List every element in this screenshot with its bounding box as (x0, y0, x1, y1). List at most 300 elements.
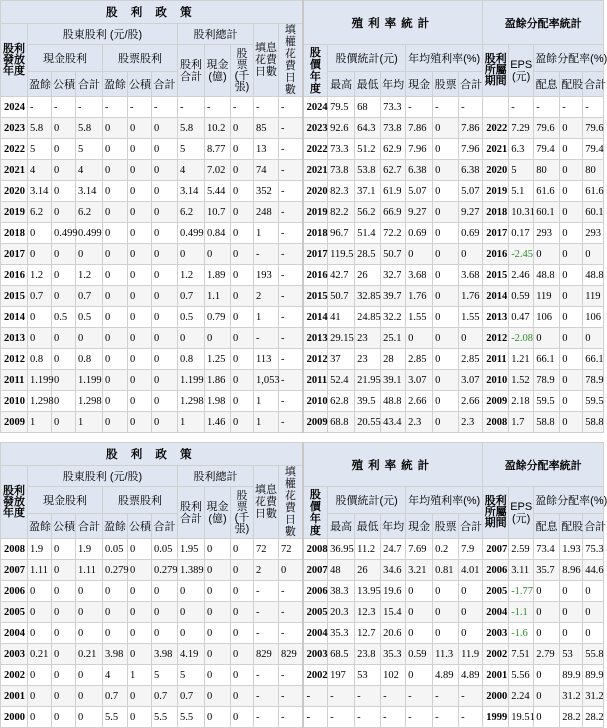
table-row (1, 202, 604, 223)
table-cell: 1.7 (509, 412, 534, 433)
payout-stats-title: 盈餘分配率統計 (483, 1, 604, 45)
table-cell: 0 (231, 118, 254, 139)
table-cell: 2005 (1, 602, 28, 623)
table-cell: 0 (128, 202, 152, 223)
table-cell: 0 (279, 560, 303, 581)
table-cell: 68 (355, 97, 381, 118)
table-cell: 0 (152, 118, 178, 139)
table-cell: - (433, 686, 459, 707)
cash-dividend-header: 現金股利 (28, 45, 103, 72)
table-cell: 0 (76, 244, 103, 265)
table-cell: 2009 (1, 412, 28, 433)
dividend-total-header: 股利合計 (178, 45, 205, 97)
table-cell: 0 (128, 160, 152, 181)
table-cell: 248 (254, 202, 279, 223)
table-cell: 0 (128, 602, 152, 623)
table-cell: 6.2 (178, 202, 205, 223)
table-cell: 0 (103, 370, 128, 391)
table-cell: - (279, 286, 303, 307)
policy-title-2: 股 利 政 策 (1, 443, 303, 466)
table-cell: 2013 (483, 307, 509, 328)
table-cell: 4 (76, 160, 103, 181)
table-cell: 53 (560, 644, 583, 665)
table-cell: 1.298 (76, 391, 103, 412)
table-cell: 2 (254, 286, 279, 307)
table-cell: 0 (231, 581, 254, 602)
table-cell: 0.7 (152, 686, 178, 707)
table-cell: 39.7 (381, 286, 406, 307)
table-cell: 2024 (303, 97, 328, 118)
table-cell: 48.8 (381, 391, 406, 412)
table-cell: 2023 (1, 118, 28, 139)
table-cell: 0 (152, 307, 178, 328)
stock-subtotal-header-2: 合計 (152, 513, 178, 538)
table-cell: 0 (205, 707, 231, 728)
table-cell: 0 (560, 370, 583, 391)
table-cell: 0 (76, 686, 103, 707)
table-cell: 3.14 (28, 181, 52, 202)
table-cell: 53.8 (355, 160, 381, 181)
table-cell: 1.199 (28, 370, 52, 391)
table-cell: 0 (152, 244, 178, 265)
table-row (1, 97, 604, 118)
table-cell: 73.4 (534, 539, 560, 560)
stock-total-header-2 (231, 487, 254, 539)
table-cell: 1 (76, 412, 103, 433)
table-cell: - (433, 97, 459, 118)
table-header-bottom (1, 443, 607, 539)
price-year-header-2: 股價年度 (303, 487, 328, 539)
table-cell: 0 (231, 539, 254, 560)
yield-stock-header-2: 股票 (433, 513, 459, 538)
table-cell: 0 (433, 391, 459, 412)
table-cell: 0 (205, 644, 231, 665)
total-dividend-header-2: 股利總計 (178, 466, 254, 487)
table-cell: 0 (52, 539, 76, 560)
table-header-top (1, 1, 607, 97)
table-cell: 2024 (1, 97, 28, 118)
table-cell: 2006 (483, 560, 509, 581)
table-cell: 0 (433, 139, 459, 160)
table-cell: 7.02 (205, 160, 231, 181)
table-cell: 0 (560, 118, 583, 139)
fill-right-days-header: 填權花費日數 (279, 24, 303, 97)
table-cell: 0 (205, 602, 231, 623)
table-cell: 66.9 (381, 202, 406, 223)
table-cell: 0 (103, 412, 128, 433)
table-cell: 21.95 (355, 370, 381, 391)
table-cell: 0 (560, 202, 583, 223)
table-cell: 82.2 (328, 202, 355, 223)
table-cell: 3.98 (103, 644, 128, 665)
table-cell: 0 (560, 244, 583, 265)
table-cell: - (279, 202, 303, 223)
table-cell: 6.38 (406, 160, 433, 181)
table-cell: 0 (231, 391, 254, 412)
table-cell: 31.2 (560, 686, 583, 707)
high-header-2: 最高 (328, 513, 355, 538)
cash-total-header: 現金(億) (205, 45, 231, 97)
table-cell: 0.21 (76, 644, 103, 665)
table-cell: 1 (178, 412, 205, 433)
alloc-total-header: 合計 (583, 71, 604, 96)
table-cell: 106 (583, 307, 604, 328)
table-cell: 89.9 (583, 665, 604, 686)
table-cell: 0 (433, 412, 459, 433)
table-cell: 2015 (483, 265, 509, 286)
table-cell: 0.69 (406, 223, 433, 244)
table-cell: 1.11 (28, 560, 52, 581)
table-cell: 0.79 (205, 307, 231, 328)
table-cell: 24.7 (381, 539, 406, 560)
table-cell: 5 (76, 139, 103, 160)
table-cell: 0 (560, 602, 583, 623)
table-cell: 62.9 (381, 139, 406, 160)
table-cell: 2018 (483, 202, 509, 223)
stock-reserve-header: 公積 (128, 71, 152, 96)
table-cell: 0 (560, 181, 583, 202)
table-cell: 0 (231, 202, 254, 223)
table-cell: 55.8 (583, 644, 604, 665)
table-cell: 10.7 (205, 202, 231, 223)
table-cell: 35.7 (534, 560, 560, 581)
table-cell: 0 (128, 623, 152, 644)
table-cell: 0 (152, 286, 178, 307)
table-cell: 0 (152, 370, 178, 391)
table-cell: 2019 (303, 202, 328, 223)
table-cell: 11.9 (459, 644, 483, 665)
table-cell: 1.46 (205, 412, 231, 433)
table-cell: 0 (231, 560, 254, 581)
table-cell: 0 (178, 328, 205, 349)
table-cell: 2016 (303, 265, 328, 286)
table-cell: 0 (560, 307, 583, 328)
table-cell: 61.9 (381, 181, 406, 202)
table-cell: 37.1 (355, 181, 381, 202)
table-cell: 829 (254, 644, 279, 665)
table-cell: 6.38 (459, 160, 483, 181)
stock-surplus-header-2: 盈餘 (103, 513, 128, 538)
table-cell: 0 (560, 286, 583, 307)
table-cell: 0 (433, 202, 459, 223)
table-cell: - (279, 602, 303, 623)
table-cell: 6.2 (28, 202, 52, 223)
table-cell: - (279, 307, 303, 328)
table-cell: - (328, 707, 355, 728)
table-cell: 2015 (1, 286, 28, 307)
table-cell: 0 (103, 202, 128, 223)
table-cell: 50.7 (381, 244, 406, 265)
table-cell: 0 (128, 707, 152, 728)
payout-rate-header-2: 盈餘分配率(%) (534, 487, 604, 514)
table-cell: 9.27 (459, 202, 483, 223)
table-cell: 2006 (303, 581, 328, 602)
table-cell: - (279, 412, 303, 433)
table-cell: - (406, 97, 433, 118)
table-cell: 2007 (303, 560, 328, 581)
table-cell: 5.07 (459, 181, 483, 202)
table-cell: 66.1 (583, 349, 604, 370)
table-cell: - (254, 686, 279, 707)
table-cell: 0 (128, 223, 152, 244)
table-cell: 119 (583, 286, 604, 307)
table-cell: 0 (128, 560, 152, 581)
table-cell: 0 (231, 349, 254, 370)
table-cell: 58.8 (534, 412, 560, 433)
table-row (1, 370, 604, 391)
table-cell: 0 (128, 370, 152, 391)
table-cell: - (509, 97, 534, 118)
table-cell: 0 (152, 412, 178, 433)
table-cell: 0 (52, 265, 76, 286)
table-cell: 2009 (483, 391, 509, 412)
table-cell: 0 (103, 602, 128, 623)
table-cell: 2004 (483, 602, 509, 623)
table-cell: 2013 (303, 328, 328, 349)
table-cell: 0 (534, 623, 560, 644)
table-cell: 1.1 (205, 286, 231, 307)
table-cell: 0 (433, 602, 459, 623)
table-cell: 0 (76, 665, 103, 686)
table-cell: 60.1 (583, 202, 604, 223)
eps-header-2 (509, 487, 534, 539)
table-cell: - (406, 707, 433, 728)
table-cell: 0 (103, 223, 128, 244)
profit-period-header-2: 股利所屬期間 (483, 487, 509, 539)
table-cell: - (254, 244, 279, 265)
table-cell: 23 (355, 349, 381, 370)
table-cell: 2.3 (459, 412, 483, 433)
table-cell: 0 (205, 328, 231, 349)
table-cell: - (279, 328, 303, 349)
table-cell: 4 (28, 160, 52, 181)
table-cell: 73.3 (328, 139, 355, 160)
table-row (1, 328, 604, 349)
table-cell: 0 (128, 265, 152, 286)
stock-total-unit-2: (千張) (234, 511, 250, 535)
table-row (1, 307, 604, 328)
table-cell: - (254, 665, 279, 686)
table-cell: 66.1 (534, 349, 560, 370)
table-cell: - (328, 686, 355, 707)
table-cell: 2017 (303, 244, 328, 265)
table-cell: 51.4 (355, 223, 381, 244)
table-cell: 0 (103, 181, 128, 202)
table-cell: 75.3 (583, 539, 604, 560)
table-cell: 68.5 (328, 644, 355, 665)
table-cell: 2012 (1, 349, 28, 370)
table-cell: 41 (328, 307, 355, 328)
table-cell: -2.45 (509, 244, 534, 265)
table-cell: 0 (231, 160, 254, 181)
eps-unit-2: (元) (512, 512, 531, 525)
table-cell: 0 (433, 118, 459, 139)
eps-header (509, 45, 534, 97)
table-cell: 12.3 (355, 602, 381, 623)
table-cell: 31.2 (583, 686, 604, 707)
table-cell: 61.6 (534, 181, 560, 202)
table-cell: 2003 (1, 644, 28, 665)
table-cell: 1.199 (76, 370, 103, 391)
table-cell: 0 (103, 118, 128, 139)
table-cell: 37 (328, 349, 355, 370)
table-cell: 4 (178, 160, 205, 181)
table-cell: - (560, 97, 583, 118)
table-cell: 7.86 (406, 118, 433, 139)
table-cell: 2018 (1, 223, 28, 244)
table-cell: - (433, 707, 459, 728)
table-cell: 2012 (483, 328, 509, 349)
table-cell: 0 (52, 686, 76, 707)
table-cell: 0 (560, 160, 583, 181)
table-cell: 0 (128, 244, 152, 265)
table-cell: 1.298 (28, 391, 52, 412)
table-cell: 8.77 (205, 139, 231, 160)
table-cell: 0.81 (433, 560, 459, 581)
table-cell: 0 (433, 328, 459, 349)
table-cell: 2019 (483, 181, 509, 202)
table-cell: 0 (52, 328, 76, 349)
yield-total-header-2: 合計 (459, 513, 483, 538)
table-cell: 80 (534, 160, 560, 181)
table-cell: 0 (103, 265, 128, 286)
table-cell: - (279, 665, 303, 686)
table-cell: 0 (205, 560, 231, 581)
dividend-year-header: 股利發放年度 (1, 24, 28, 97)
table-row (1, 665, 604, 686)
table-cell: 0 (152, 391, 178, 412)
table-cell: 2.3 (406, 412, 433, 433)
table-cell: 0 (152, 160, 178, 181)
table-cell: 78.9 (534, 370, 560, 391)
table-cell: 1.2 (76, 265, 103, 286)
table-row (1, 118, 604, 139)
table-cell: - (381, 686, 406, 707)
table-cell: 25.1 (381, 328, 406, 349)
stock-dividend-header: 股票股利 (103, 45, 178, 72)
table-cell: 7.29 (509, 118, 534, 139)
table-cell: 2009 (303, 412, 328, 433)
table-cell: 80 (583, 160, 604, 181)
table-cell: 61.6 (583, 181, 604, 202)
table-cell: 62.7 (381, 160, 406, 181)
table-cell: 0 (152, 181, 178, 202)
table-cell: - (279, 370, 303, 391)
table-cell: 0 (459, 602, 483, 623)
table-row (1, 160, 604, 181)
table-cell: 73.8 (381, 118, 406, 139)
table-cell: - (279, 97, 303, 118)
table-cell: 0 (231, 370, 254, 391)
table-cell: 3.68 (459, 265, 483, 286)
table-cell: 6.2 (76, 202, 103, 223)
table-cell: 0 (231, 286, 254, 307)
table-cell: 5 (178, 139, 205, 160)
table-cell: - (406, 686, 433, 707)
table-cell: 59.5 (583, 391, 604, 412)
table-cell: 2017 (1, 244, 28, 265)
table-cell: 60.1 (534, 202, 560, 223)
table-cell: 0 (76, 707, 103, 728)
table-cell: 0.2 (433, 539, 459, 560)
table-row (1, 581, 604, 602)
table-cell: 0 (52, 560, 76, 581)
table-cell: 2000 (1, 707, 28, 728)
table-cell: 0 (52, 370, 76, 391)
cash-dividend-header-2: 現金股利 (28, 487, 103, 514)
table-cell: 0.7 (178, 686, 205, 707)
table-cell: 0 (28, 328, 52, 349)
table-cell: 0 (128, 118, 152, 139)
table-cell: 0 (560, 265, 583, 286)
table-cell: 0 (433, 623, 459, 644)
table-cell: 34.6 (381, 560, 406, 581)
table-cell: 0 (103, 244, 128, 265)
table-cell: 2013 (1, 328, 28, 349)
table-cell: 0 (583, 623, 604, 644)
table-cell: 5.44 (205, 181, 231, 202)
table-cell: 0.69 (459, 223, 483, 244)
table-row (1, 602, 604, 623)
table-cell: - (279, 265, 303, 286)
table-row (1, 560, 604, 581)
table-cell: 0 (459, 244, 483, 265)
table-row (1, 244, 604, 265)
table-cell: 0 (534, 665, 560, 686)
table-cell: 0 (103, 286, 128, 307)
table-row (1, 181, 604, 202)
table-row (1, 644, 604, 665)
avg-header: 年均 (381, 71, 406, 96)
table-cell: 0 (560, 349, 583, 370)
table-cell: 2002 (483, 644, 509, 665)
yield-cash-header-2: 現金 (406, 513, 433, 538)
table-cell: 58.8 (583, 412, 604, 433)
table-cell: - (459, 686, 483, 707)
table-cell: 0.84 (205, 223, 231, 244)
table-cell: 0 (128, 307, 152, 328)
table-cell: - (254, 97, 279, 118)
table-cell: 1.55 (406, 307, 433, 328)
table-cell: - (355, 686, 381, 707)
table-cell: 0 (583, 244, 604, 265)
table-cell: 48.8 (583, 265, 604, 286)
stock-reserve-header-2: 公積 (128, 513, 152, 538)
table-cell: 0 (231, 139, 254, 160)
table-cell: - (205, 97, 231, 118)
dividend-per-share-header: 股東股利 (元/股) (28, 24, 178, 45)
table-cell: 2014 (483, 286, 509, 307)
table-cell: 0.8 (28, 349, 52, 370)
table-cell: 0 (231, 707, 254, 728)
table-cell: 2007 (1, 560, 28, 581)
table-cell: 7.86 (459, 118, 483, 139)
table-cell: 1.52 (509, 370, 534, 391)
table-cell: 0 (231, 665, 254, 686)
table-cell: 92.6 (328, 118, 355, 139)
table-cell: 1999 (483, 707, 509, 728)
table-cell: 2021 (1, 160, 28, 181)
table-cell: 96.7 (328, 223, 355, 244)
fill-days-header: 填息花費日數 (254, 24, 279, 97)
table-cell: 1.298 (178, 391, 205, 412)
table-cell: 193 (254, 265, 279, 286)
table-cell: 2.79 (534, 644, 560, 665)
table-cell: 0 (128, 686, 152, 707)
table-cell: 20.3 (328, 602, 355, 623)
table-cell: 0.8 (76, 349, 103, 370)
table-cell: 2.66 (406, 391, 433, 412)
